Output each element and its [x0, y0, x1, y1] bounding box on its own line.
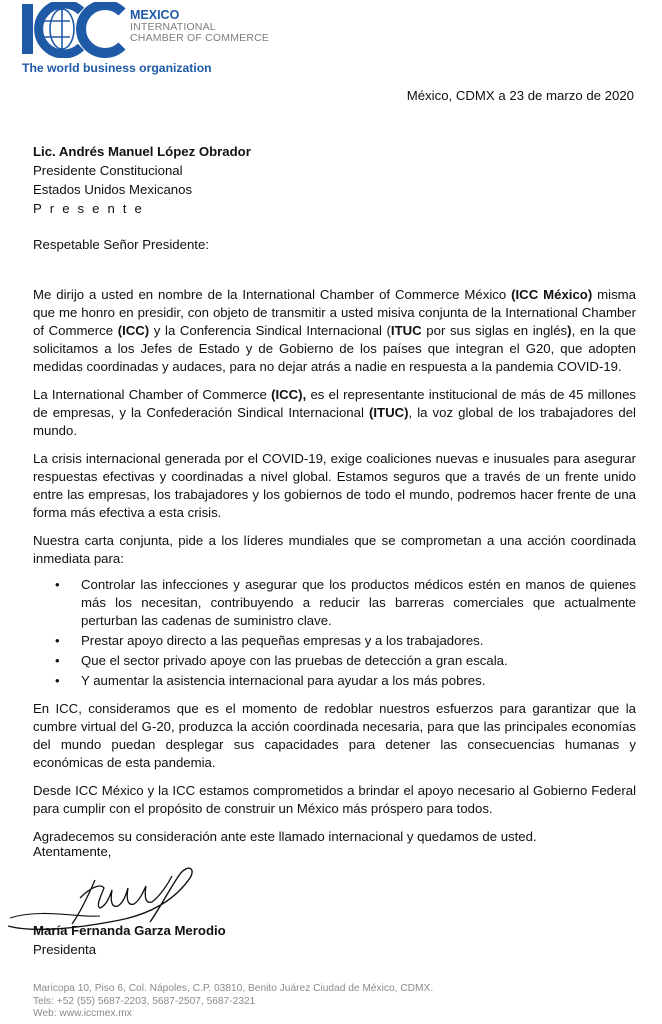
p1-bold-icc: (ICC) [117, 323, 150, 338]
list-item: • Y aumentar la asistencia internacional para ayudar a los más pobres. [81, 672, 636, 690]
p1-bold-ituc: ITUC [390, 323, 422, 338]
addressee-country: Estados Unidos Mexicanos [33, 182, 193, 197]
signatory-role: Presidenta [33, 942, 97, 957]
paragraph-6: Desde ICC México y la ICC estamos comprometidos a brindar el apoyo necesario al Gobierno Federal para cumplir con el propósito de construir un México más próspero para todos. [33, 783, 636, 816]
icc-logo [22, 2, 282, 74]
p2-text-a: La International Chamber of Commerce [33, 387, 272, 402]
salutation: Respetable Señor Presidente: [33, 237, 209, 252]
p2-text-c: es el representante institucional de más de 45 millones de empresas, y la Confederación Sindical Internacional [33, 387, 636, 420]
list-item: • Que el sector privado apoye con las pruebas de detección a gran escala. [81, 652, 636, 670]
paragraph-2 [33, 386, 636, 440]
p1-text-e: y la Conferencia Sindical Internacional ( [149, 323, 391, 338]
signatory-name: María Fernanda Garza Merodio [33, 923, 226, 938]
paragraph-1 [33, 286, 636, 376]
paragraph-5: En ICC, consideramos que es el momento de redoblar nuestros esfuerzos para garantizar que la cumbre virtual del G-20, produzca la acción coordinada necesaria, para que las principales economías del mundo puedan desplegar sus capacidades para detener las consecuencias humanas y económicas de esta pandemia. [33, 701, 636, 770]
logo-chamber: CHAMBER OF COMMERCE [130, 32, 270, 44]
closing: Atentamente, [33, 844, 112, 859]
footer-web: Web: www.iccmex.mx [33, 1008, 132, 1019]
p2-bold-icc: (ICC), [271, 387, 307, 402]
p1-text-a: Me dirijo a usted en nombre de la International Chamber of Commerce México [33, 287, 512, 302]
footer-address: Maricopa 10, Piso 6, Col. Nápoles, C.P. 03810, Benito Juárez Ciudad de México, CDMX. [33, 983, 434, 994]
p2-bold-ituc: (ITUC) [368, 405, 409, 420]
logo-mexico: MEXICO [130, 8, 180, 22]
p1-text-g: por sus siglas en inglés [421, 323, 568, 338]
addressee-block [33, 143, 251, 219]
p1-bold-paren: ) [567, 323, 572, 338]
paragraph-7: Agradecemos su consideración ante este llamado internacional y quedamos de usted. [33, 829, 537, 844]
p2-text-e: , la voz global de los trabajadores del mundo. [33, 405, 636, 438]
footer [33, 983, 433, 1021]
footer-phones: Tels: +52 (55) 5687-2203, 5687-2507, 5687-2321 [33, 995, 256, 1007]
paragraph-4: Nuestra carta conjunta, pide a los líderes mundiales que se comprometan a una acción coordinada inmediata para: [33, 533, 636, 566]
list-item: • Controlar las infecciones y asegurar que los productos médicos estén en manos de quienes más los necesitan, contribuyendo a reducir las barreras comerciales que actualmente perturban las cadenas de suministro clave. [81, 576, 636, 630]
actions-list [33, 576, 636, 690]
addressee-title: Presidente Constitucional [33, 163, 183, 178]
p1-text-i: , en la que solicitamos a los Jefes de Estado y de Gobierno de los países que integran el G20, que adopten medidas coordinadas y audaces, para no dejar atrás a nadie en respuesta a la pandemia COVID-19. [33, 323, 636, 374]
logo-international: INTERNATIONAL [130, 21, 216, 33]
addressee-present: Presente [33, 201, 150, 216]
letter-body [33, 286, 636, 856]
addressee-name: Lic. Andrés Manuel López Obrador [33, 144, 251, 159]
letter-date: México, CDMX a 23 de marzo de 2020 [406, 88, 634, 103]
logo-tagline: The world business organization [22, 61, 212, 75]
paragraph-3: La crisis internacional generada por el COVID-19, exige coaliciones nuevas e inusuales para asegurar respuestas efectivas y coordinadas a nivel global. Estamos seguros que a través de un frente unido entre las empresas, los trabajadores y los gobiernos de todo el mundo, podremos hacer frente de una forma más efectiva a esta crisis. [33, 451, 636, 520]
p1-text-c: misma que me honro en presidir, con objeto de transmitir a usted misiva conjunta de la International Chamber of Commerce [33, 287, 636, 338]
p1-bold-icc-mexico: (ICC México) [511, 287, 593, 302]
icc-logo-mark-icon [22, 2, 126, 58]
list-item: • Prestar apoyo directo a las pequeñas empresas y a los trabajadores. [81, 632, 636, 650]
